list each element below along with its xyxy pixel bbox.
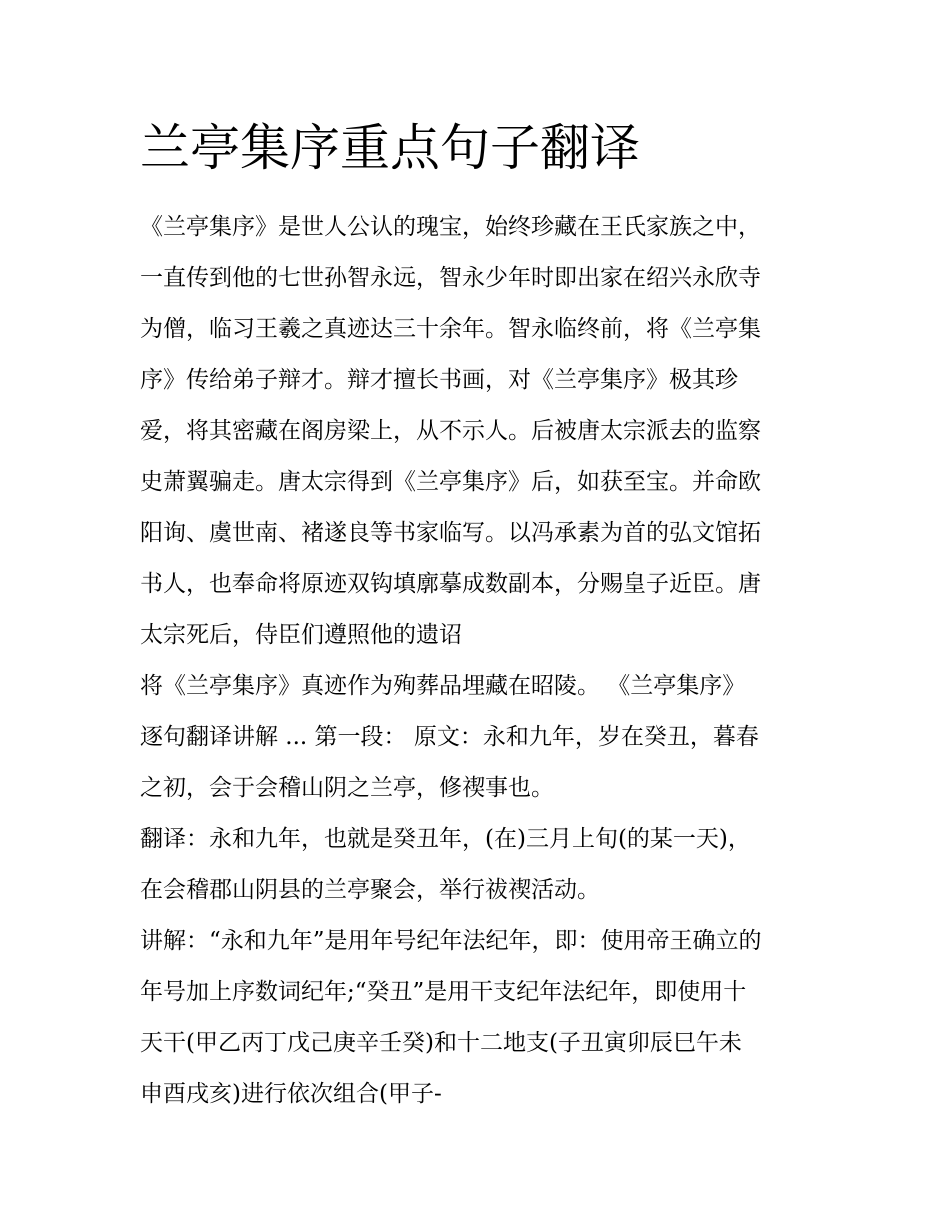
body-line: 讲解：“永和九年”是用年号纪年法纪年，即：使用帝王确立的 [140,928,762,954]
body-line: 一直传到他的七世孙智永远，智永少年时即出家在绍兴永欣寺 [140,265,761,291]
body-line: 将《兰亭集序》真迹作为殉葬品埋藏在昭陵。 《兰亭集序》 [140,673,746,699]
body-line: 申酉戌亥)进行依次组合(甲子- [140,1081,442,1107]
body-line: 史萧翼骗走。唐太宗得到《兰亭集序》后，如获至宝。并命欧 [140,469,761,495]
body-line: 之初，会于会稽山阴之兰亭，修禊事也。 [140,775,554,801]
document-title: 兰亭集序重点句子翻译 [140,119,640,177]
body-line: 翻译：永和九年，也就是癸丑年，(在)三月上旬(的某一天)， [140,826,751,852]
body-line: 天干(甲乙丙丁戊己庚辛壬癸)和十二地支(子丑寅卯辰巳午未 [140,1030,742,1056]
body-line: 爱，将其密藏在阁房梁上，从不示人。后被唐太宗派去的监察 [140,418,761,444]
body-line: 序》传给弟子辩才。辩才擅长书画，对《兰亭集序》极其珍 [140,367,738,393]
document-body [140,202,820,1120]
body-line: 阳询、虞世南、褚遂良等书家临写。以冯承素为首的弘文馆拓 [140,520,761,546]
body-line: 书人，也奉命将原迹双钩填廓摹成数副本，分赐皇子近臣。唐 [140,571,761,597]
body-line: 太宗死后，侍臣们遵照他的遗诏 [140,622,462,648]
body-line: 逐句翻译讲解 ... 第一段： 原文：永和九年，岁在癸丑，暮春 [140,724,759,750]
body-line: 为僧，临习王羲之真迹达三十余年。智永临终前，将《兰亭集 [140,316,761,342]
body-line: 在会稽郡山阴县的兰亭聚会，举行祓禊活动。 [140,877,600,903]
body-line: 年号加上序数词纪年;“癸丑”是用干支纪年法纪年，即使用十 [140,979,747,1005]
body-line: 《兰亭集序》是世人公认的瑰宝，始终珍藏在王氏家族之中， [140,214,761,240]
